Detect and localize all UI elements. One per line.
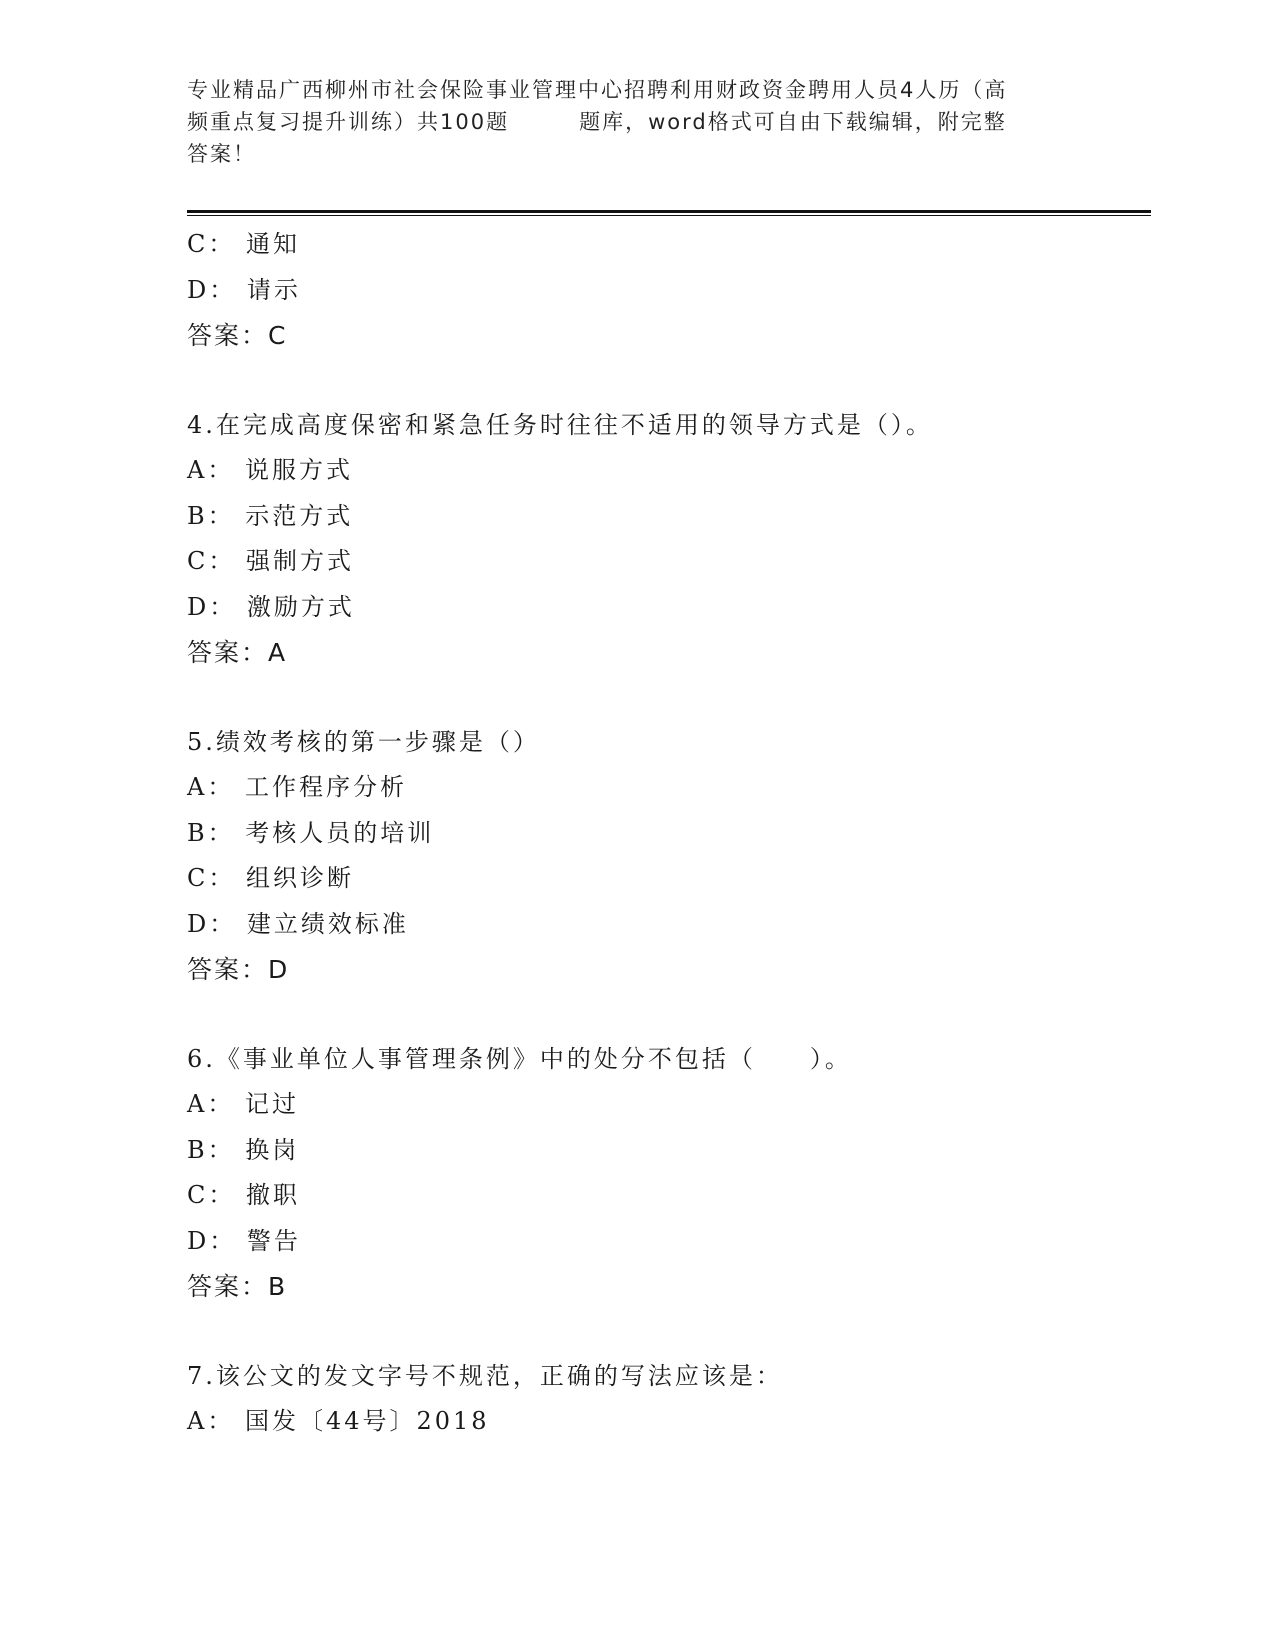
header-line-3: 答案！: [187, 142, 256, 166]
answer-line: 答案：D: [187, 955, 290, 984]
header-line-2: [187, 106, 1087, 138]
question-stem: 7.该公文的发文字号不规范，正确的写法应该是：: [187, 1361, 783, 1390]
answer-line: 答案：B: [187, 1272, 288, 1301]
header-line-2-part-2: 题库，word格式可自由下载编辑，附完整: [579, 110, 1007, 134]
answer-line: 答案：C: [187, 321, 288, 350]
option-d: D： 请示: [187, 275, 301, 304]
answer-line: 答案：A: [187, 638, 288, 667]
option-c: C： 强制方式: [187, 547, 354, 575]
option-a: A： 说服方式: [187, 456, 353, 484]
option-b: B： 示范方式: [187, 501, 354, 530]
option-b: B： 换岗: [187, 1135, 300, 1164]
option-b: B： 考核人员的培训: [187, 818, 435, 847]
option-c: C： 撤职: [187, 1181, 300, 1209]
option-c: C： 组织诊断: [187, 864, 354, 892]
header-line-2-part-1: 频重点复习提升训练）共100题: [187, 110, 510, 134]
header-line-1: 专业精品广西柳州市社会保险事业管理中心招聘利用财政资金聘用人员4人历（高: [187, 78, 1008, 102]
option-c: C： 通知: [187, 230, 300, 258]
header-divider-thin: [187, 215, 1151, 216]
option-a: A： 国发〔44号〕2018: [187, 1407, 490, 1435]
question-stem: 4.在完成高度保密和紧急任务时往往不适用的领导方式是（）。: [187, 410, 933, 439]
question-list: [187, 222, 1151, 1445]
option-d: D： 警告: [187, 1226, 301, 1255]
option-d: D： 激励方式: [187, 592, 355, 621]
option-d: D： 建立绩效标准: [187, 909, 409, 938]
option-a: A： 记过: [187, 1090, 299, 1118]
question-stem: 5.绩效考核的第一步骤是（）: [187, 727, 540, 756]
option-a: A： 工作程序分析: [187, 773, 407, 801]
document-header: [187, 74, 1087, 170]
question-stem: 6.《事业单位人事管理条例》中的处分不包括（ ）。: [187, 1044, 852, 1073]
header-divider-thick: [187, 210, 1151, 213]
